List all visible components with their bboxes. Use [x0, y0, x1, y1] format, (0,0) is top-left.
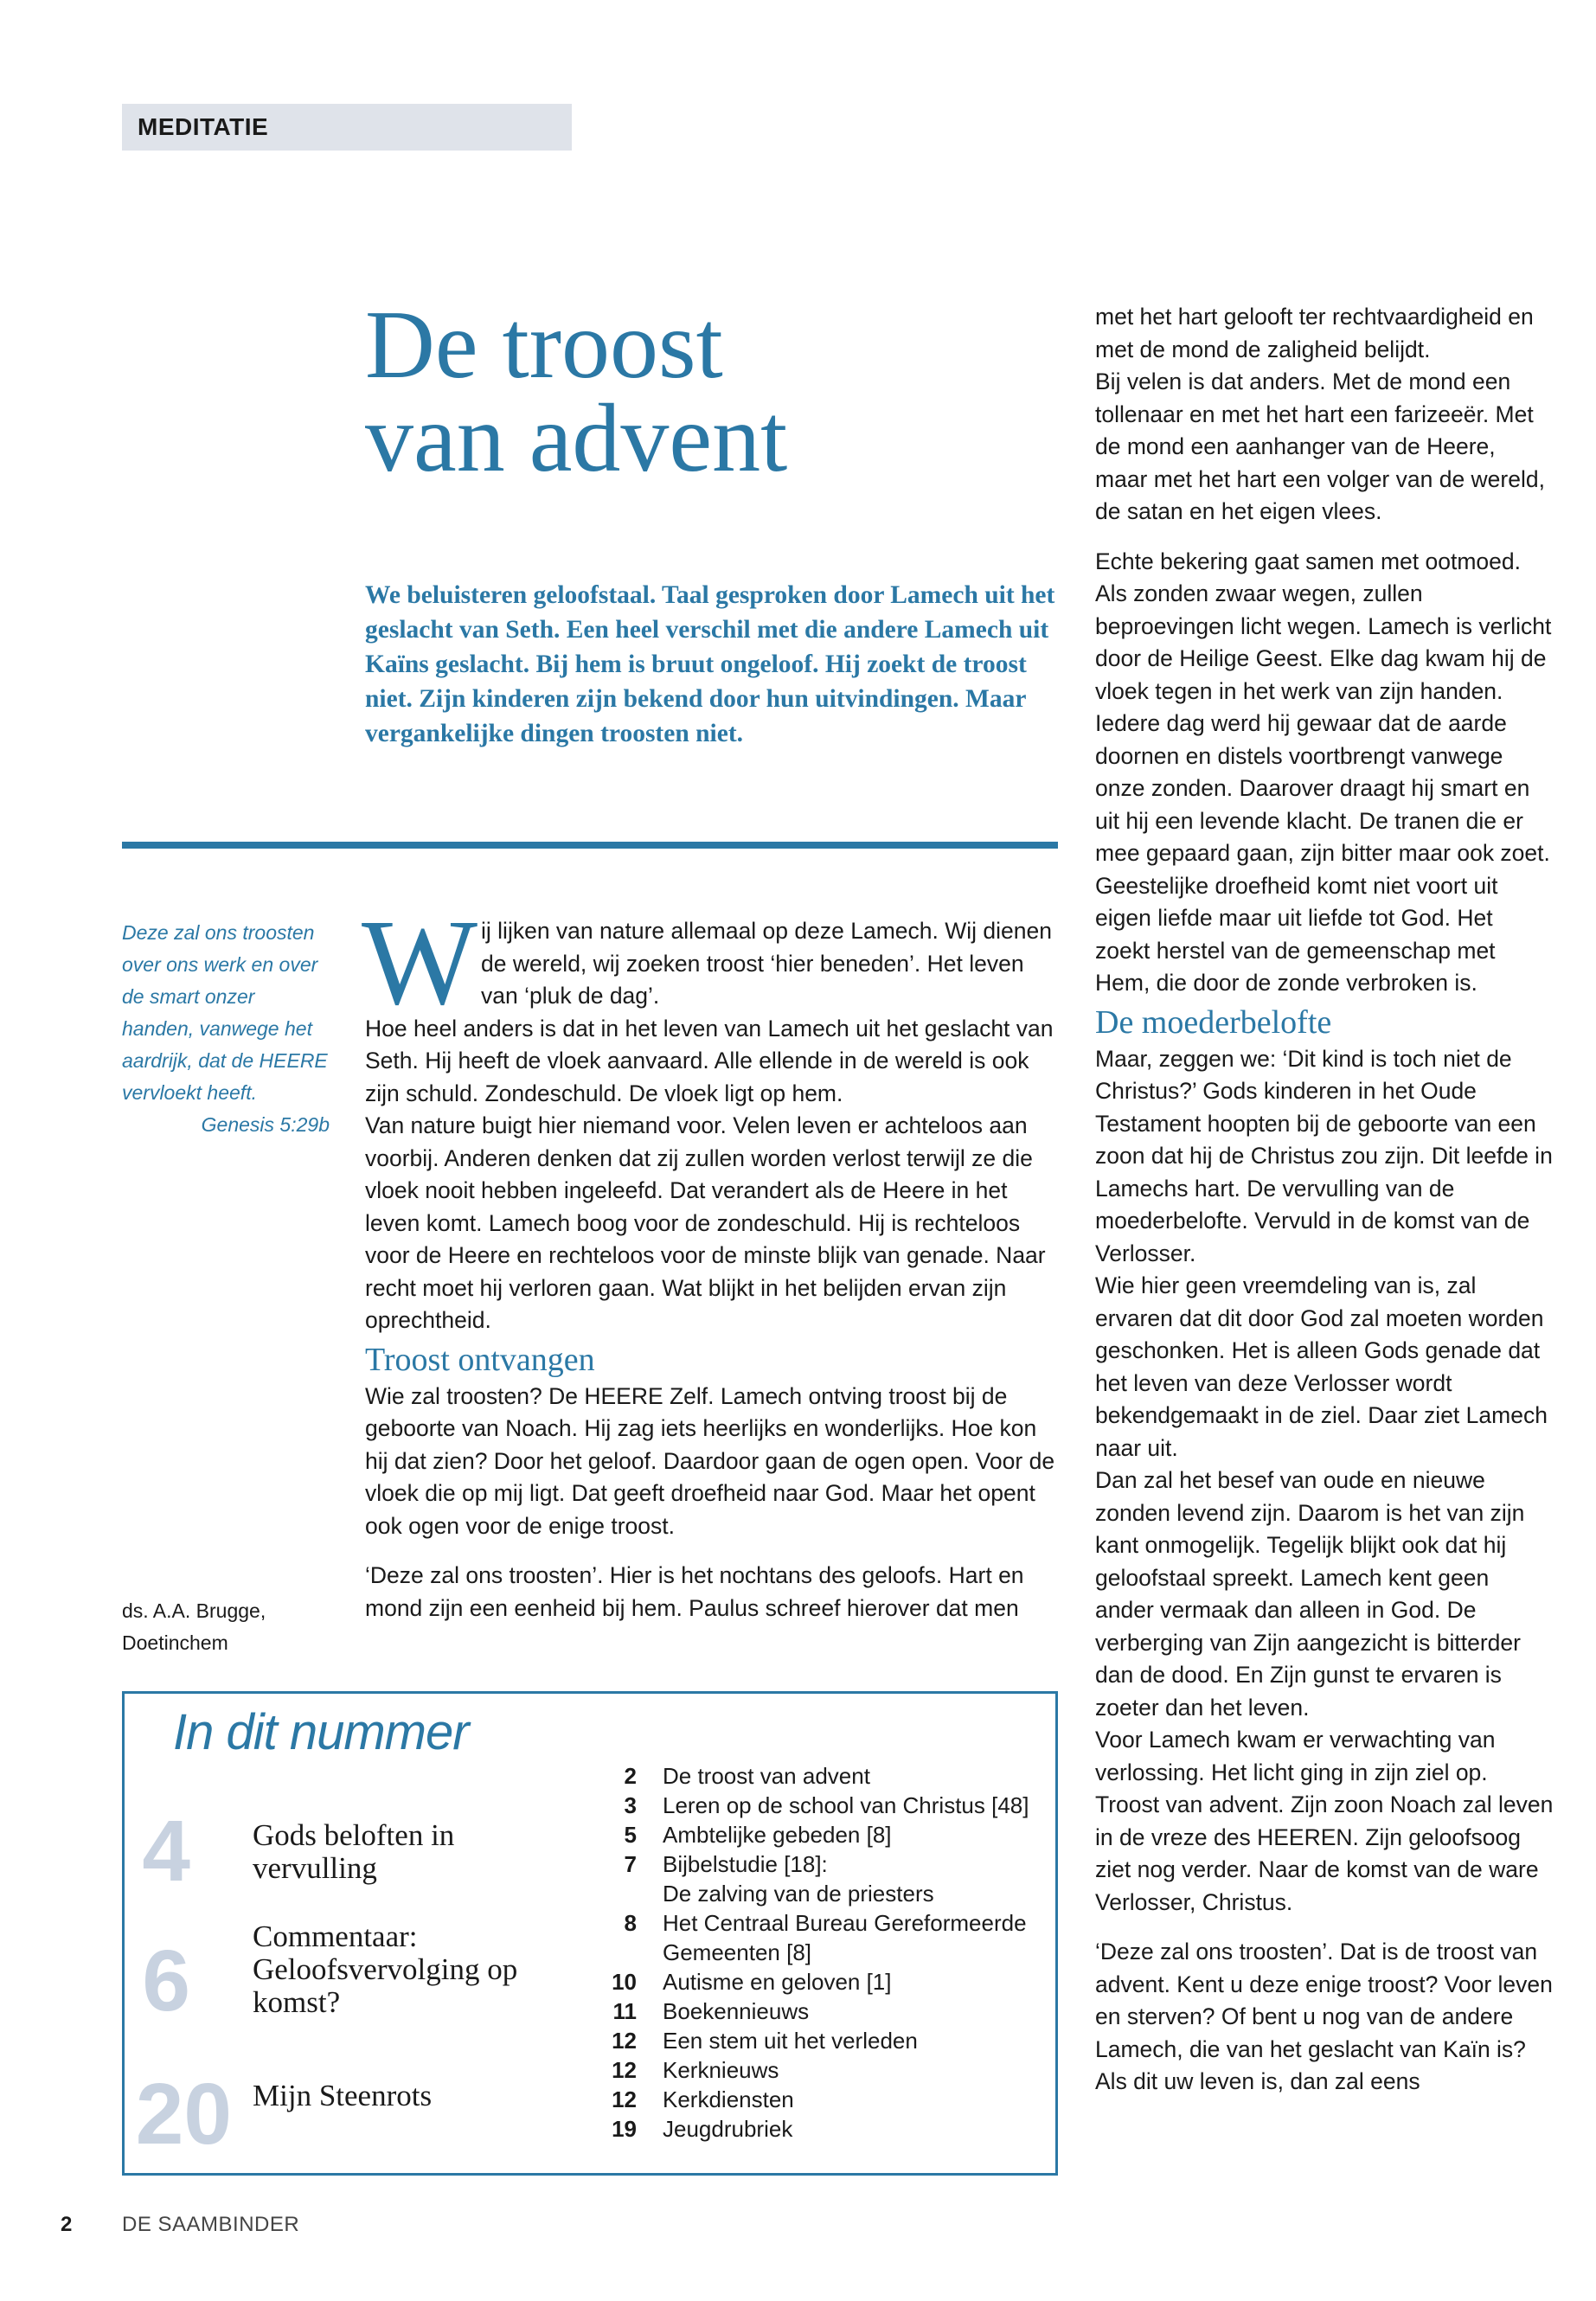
toc-featured-page[interactable]: 6 — [142, 1932, 190, 2029]
article-title-line-1: De troost — [365, 292, 723, 399]
section-label: MEDITATIE — [122, 104, 572, 151]
toc-item[interactable]: 3 Leren op de school van Christus [48] — [624, 1792, 1029, 1818]
toc-list — [597, 1761, 1047, 2144]
toc-item[interactable]: 5 Ambtelijke gebeden [8] — [624, 1822, 892, 1848]
toc-item[interactable]: 12 Kerkdiensten — [612, 2086, 794, 2112]
author-byline — [122, 1595, 330, 1659]
toc-item[interactable]: 7 Bijbelstudie [18]: — [624, 1851, 828, 1877]
subheading-moederbelofte: De moederbelofte — [1095, 1003, 1332, 1041]
toc-item[interactable]: 10 Autisme en geloven [1] — [612, 1969, 892, 1995]
paragraph: Voor Lamech kwam er verwachting van verlossing. Het licht ging in zijn ziel op. Troost van advent. Zijn zoon Noach zal leven in de vreze des HEEREN. Zijn geloofsoog ziet nog verder. Naar de komst van de ware Verlosser, Christus. — [1095, 1727, 1554, 1915]
toc-item[interactable]: 12 Een stem uit het verleden — [612, 2028, 918, 2054]
sidebar-quote — [122, 917, 330, 1141]
paragraph: Hoe heel anders is dat in het leven van Lamech uit het geslacht van Seth. Hij heeft de vloek aanvaard. Alle ellende in de wereld is ook zijn schuld. Zondeschuld. De vloek ligt op hem. — [365, 1015, 1054, 1106]
toc-heading: In dit nummer — [173, 1704, 469, 1760]
author-place: Doetinchem — [122, 1631, 228, 1654]
toc-featured-title[interactable]: Commentaar: Geloofsvervolging op komst? — [253, 1920, 518, 2019]
paragraph: Maar, zeggen we: ‘Dit kind is toch niet de Christus?’ Gods kinderen in het Oude Testament hoopten bij de geboorte van een zoon dat hij de Christus zou zijn. Dit leefde in Lamechs hart. De vervulling van de moederbelofte. Vervuld in de komst van de Verlosser. — [1095, 1045, 1553, 1266]
paragraph: Wij lijken van nature allemaal op deze Lamech. Wij dienen de wereld, wij zoeken troost ‘hier beneden’. Het leven van ‘pluk de dag’. — [362, 894, 1052, 1030]
sidebar-quote-text: Deze zal ons troosten over ons werk en over de smart onzer handen, vanwege het aardrijk, dat de HEERE vervloekt heeft. — [122, 921, 328, 1104]
paragraph: Dan zal het besef van oude en nieuwe zonden levend zijn. Daarom is het van zijn kant onmogelijk. Tegelijk blijkt ook dat hij geloofstaal spreekt. Lamech kent geen ander vermaak dan alleen in God. De verberging van Zijn aangezicht is bitterder dan de dood. En Zijn gunst te ervaren is zoeter dan het leven. — [1095, 1467, 1525, 1721]
article-column-right — [1095, 301, 1554, 2099]
toc-item[interactable]: De zalving van de priesters — [663, 1881, 934, 1907]
toc-item[interactable]: 12 Kerknieuws — [612, 2057, 779, 2083]
article-column-middle — [362, 894, 1057, 1625]
toc-featured-title[interactable]: Mijn Steenrots — [253, 2079, 433, 2112]
article-title-line-2: van advent — [365, 385, 788, 492]
toc-item[interactable]: 11 Boekennieuws — [612, 1998, 810, 2024]
magazine-name: DE SAAMBINDER — [122, 2213, 300, 2236]
divider-rule — [122, 842, 1058, 849]
toc-item[interactable]: 2 De troost van advent — [624, 1763, 870, 1789]
paragraph: Van nature buigt hier niemand voor. Velen leven er achteloos aan voorbij. Anderen denken dat zij zullen worden verlost terwijl ze die vloek nooit hebben ingeleefd. Dat verandert als de Heere in het leven komt. Lamech boog voor de zondeschuld. Hij is rechteloos voor de Heere en rechteloos voor de minste blijk van genade. Naar recht moet hij verloren gaan. Wat blijkt in het belijden ervan zijn oprechtheid. — [365, 1112, 1046, 1333]
paragraph: Wie zal troosten? De HEERE Zelf. Lamech ontving troost bij de geboorte van Noach. Hij zag iets heerlijks en wonderlijks. Hoe kon hij dat zien? Door het geloof. Daardoor gaan de ogen open. Voor de vloek die op mij ligt. Dat geeft droefheid naar God. Maar het opent ook ogen voor de enige troost. — [365, 1382, 1055, 1539]
toc-featured-page[interactable]: 20 — [135, 2066, 232, 2163]
paragraph: Wie hier geen vreemdeling van is, zal ervaren dat dit door God zal moeten worden geschonken. Het is alleen Gods genade dat het leven van deze Verlosser wordt bekendgemaakt in de ziel. Daar ziet Lamech naar uit. — [1095, 1272, 1548, 1461]
paragraph: met het hart gelooft ter rechtvaardigheid en met de mond de zaligheid belijdt. — [1095, 304, 1534, 362]
paragraph: Echte bekering gaat samen met ootmoed. Als zonden zwaar wegen, zullen beproevingen licht wegen. Lamech is verlicht door de Heilige Geest. Elke dag kwam hij de vloek tegen in het werk van zijn handen. Iedere dag werd hij gewaar dat de aarde doornen en distels voortbrengt vanwege onze zonden. Daarover draagt hij smart en uit hij een levende klacht. De tranen die er mee gepaard gaan, zijn bitter maar ook zoet. Geestelijke droefheid komt niet voort uit eigen liefde maar uit liefde tot God. Het zoekt herstel van de gemeenschap met Hem, die door de zonde verbroken is. — [1095, 548, 1552, 996]
sidebar-quote-reference: Genesis 5:29b — [201, 1113, 330, 1136]
paragraph: ‘Deze zal ons troosten’. Dat is de troost van advent. Kent u deze enige troost? Voor leven en sterven? Of bent u nog van de andere Lamech, die van het geslacht van Kaïn is? Als dit uw leven is, dan zal eens — [1095, 1939, 1553, 2094]
subheading-troost-ontvangen: Troost ontvangen — [365, 1341, 595, 1378]
toc-featured-page[interactable]: 4 — [142, 1803, 190, 1900]
article-intro: We beluisteren geloofstaal. Taal gesproken door Lamech uit het geslacht van Seth. Een heel verschil met die andere Lamech uit Kaïns geslacht. Bij hem is bruut ongeloof. Hij zoekt de troost niet. Zijn kinderen zijn bekend door hun uitvindingen. Maar vergankelijke dingen troosten niet. — [365, 581, 1055, 747]
drop-cap: W — [362, 894, 478, 1030]
toc-item[interactable]: 19 Jeugdrubriek — [612, 2116, 793, 2142]
toc-item[interactable]: 8 Het Centraal Bureau Gereformeerde — [624, 1910, 1027, 1936]
toc-item[interactable]: Gemeenten [8] — [663, 1939, 811, 1965]
toc-featured-title[interactable]: Gods beloften in vervulling — [253, 1818, 455, 1885]
article-title — [365, 292, 1022, 492]
page-number: 2 — [61, 2213, 73, 2236]
paragraph: Bij velen is dat anders. Met de mond een tollenaar en met het hart een farizeeër. Met de mond een aanhanger van de Heere, maar met het hart een volger van de wereld, de satan en het eigen vlees. — [1095, 369, 1545, 524]
author-name: ds. A.A. Brugge, — [122, 1599, 266, 1622]
paragraph: ‘Deze zal ons troosten’. Hier is het nochtans des geloofs. Hart en mond zijn een eenheid bij hem. Paulus schreef hierover dat men — [365, 1562, 1024, 1621]
